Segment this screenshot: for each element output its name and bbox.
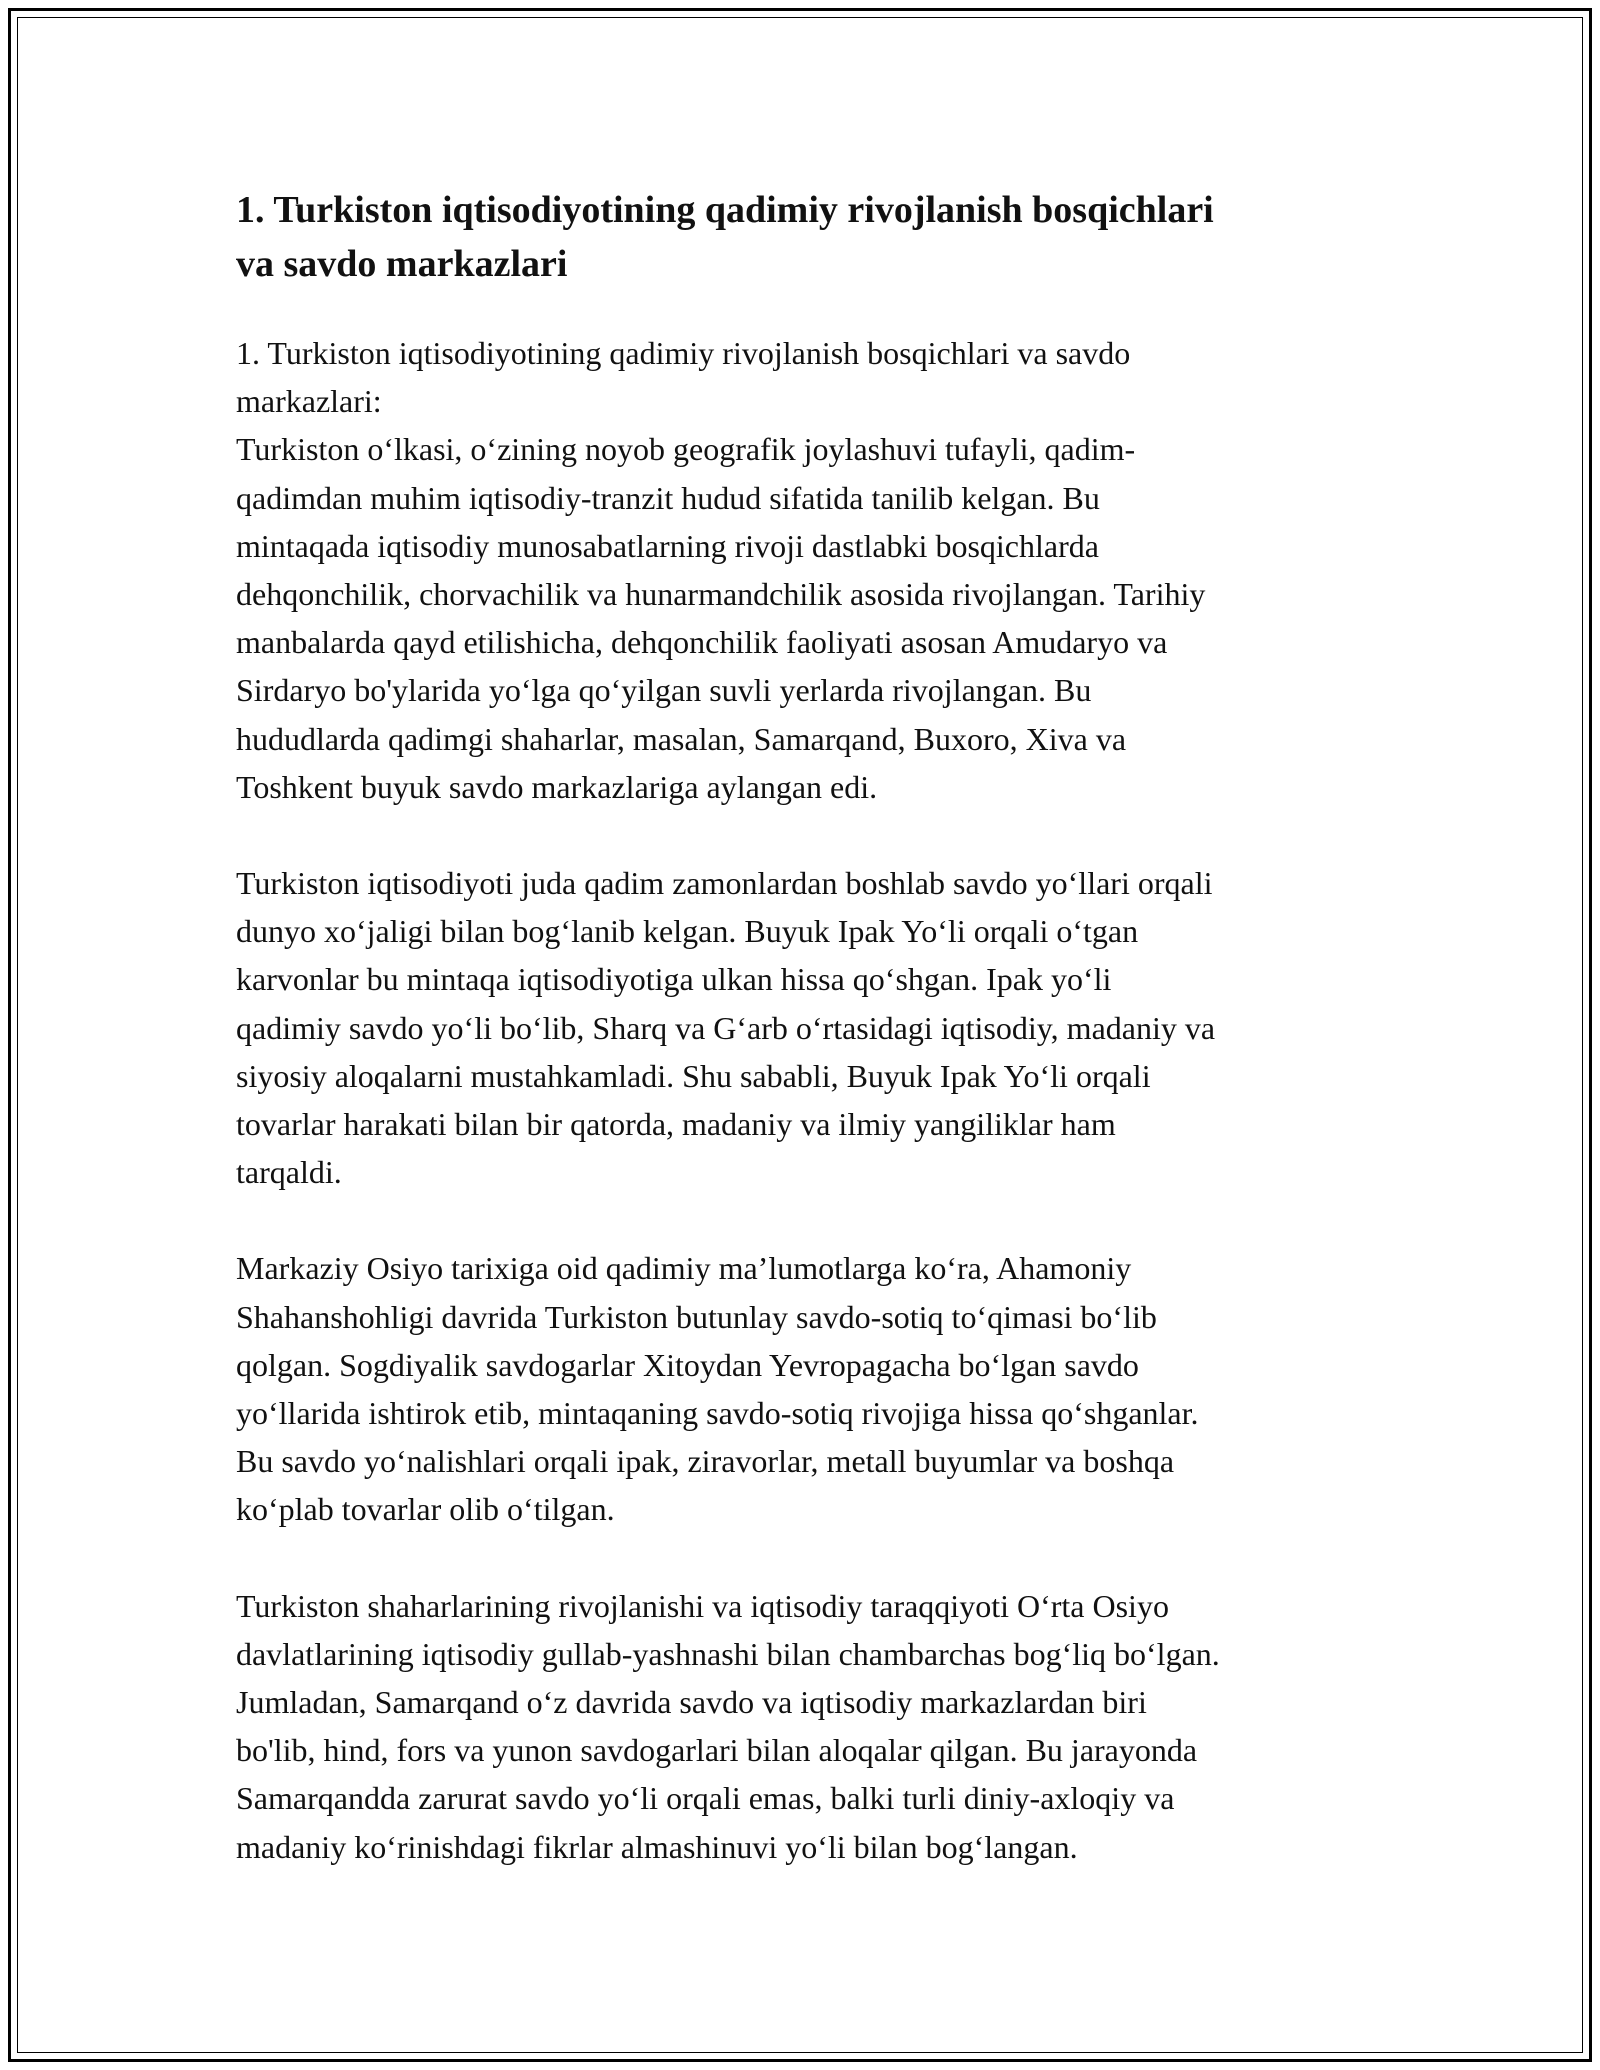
paragraph-cities	[236, 1582, 1366, 1871]
title-line: 1. Turkiston iqtisodiyotining qadimiy rivojlanish bosqichlari	[236, 189, 1214, 231]
text-line: Toshkent buyuk savdo markazlariga aylangan edi.	[236, 768, 878, 805]
text-line: dunyo xo‘jaligi bilan bog‘lanib kelgan. Buyuk Ipak Yo‘li orqali o‘tgan	[236, 913, 1139, 950]
text-line: tarqaldi.	[236, 1154, 342, 1191]
text-line: bo'lib, hind, fors va yunon savdogarlari bilan aloqalar qilgan. Bu jarayonda	[236, 1732, 1198, 1769]
text-line: manbalarda qayd etilishicha, dehqonchilik faoliyati asosan Amudaryo va	[236, 624, 1168, 661]
title-line: va savdo markazlari	[236, 243, 568, 285]
document-body	[236, 183, 1366, 1919]
text-line: 1. Turkiston iqtisodiyotining qadimiy rivojlanish bosqichlari va savdo	[236, 335, 1131, 371]
text-line: Turkiston iqtisodiyoti juda qadim zamonlardan boshlab savdo yo‘llari orqali	[236, 865, 1213, 902]
text-line: Markaziy Osiyo tarixiga oid qadimiy ma’lumotlarga ko‘ra, Ahamoniy	[236, 1250, 1132, 1287]
text-line: Samarqandda zarurat savdo yo‘li orqali emas, balki turli diniy-axloqiy va	[236, 1780, 1175, 1817]
text-line: Sirdaryo bo'ylarida yo‘lga qo‘yilgan suvli yerlarda rivojlangan. Bu	[236, 672, 1092, 709]
text-line: mintaqada iqtisodiy munosabatlarning rivoji dastlabki bosqichlarda	[236, 527, 1099, 564]
paragraph-silk-road	[236, 859, 1366, 1196]
text-line: hududlarda qadimgi shaharlar, masalan, Samarqand, Buxoro, Xiva va	[236, 720, 1127, 757]
text-line: karvonlar bu mintaqa iqtisodiyotiga ulkan hissa qo‘shgan. Ipak yo‘li	[236, 961, 1112, 998]
text-line: ko‘plab tovarlar olib o‘tilgan.	[236, 1491, 615, 1528]
text-line: madaniy ko‘rinishdagi fikrlar almashinuvi yo‘li bilan bog‘langan.	[236, 1828, 1078, 1865]
text-line: qolgan. Sogdiyalik savdogarlar Xitoydan Yevropagacha bo‘lgan savdo	[236, 1346, 1139, 1383]
text-line: tovarlar harakati bilan bir qatorda, madaniy va ilmiy yangiliklar ham	[236, 1106, 1116, 1143]
paragraph-intro	[236, 329, 1366, 811]
text-line: qadimiy savdo yo‘li bo‘lib, Sharq va G‘arb o‘rtasidagi iqtisodiy, madaniy va	[236, 1009, 1216, 1046]
text-line: yo‘llarida ishtirok etib, mintaqaning savdo-sotiq rivojiga hissa qo‘shganlar.	[236, 1395, 1199, 1432]
text-line: markazlari:	[236, 383, 382, 420]
text-line: Turkiston o‘lkasi, o‘zining noyob geografik joylashuvi tufayli, qadim-	[236, 431, 1136, 468]
text-line: dehqonchilik, chorvachilik va hunarmandchilik asosida rivojlangan. Tarihiy	[236, 576, 1206, 613]
text-line: davlatlarining iqtisodiy gullab-yashnashi bilan chambarchas bog‘liq bo‘lgan.	[236, 1635, 1220, 1672]
paragraph-achaemenid	[236, 1244, 1366, 1533]
text-line: Jumladan, Samarqand o‘z davrida savdo va iqtisodiy markazlardan biri	[236, 1684, 1147, 1721]
text-line: Bu savdo yo‘nalishlari orqali ipak, ziravorlar, metall buyumlar va boshqa	[236, 1443, 1175, 1480]
document-title	[236, 183, 1366, 291]
text-line: qadimdan muhim iqtisodiy-tranzit hudud sifatida tanilib kelgan. Bu	[236, 479, 1100, 516]
text-line: siyosiy aloqalarni mustahkamladi. Shu sababli, Buyuk Ipak Yo‘li orqali	[236, 1057, 1151, 1094]
text-line: Shahanshohligi davrida Turkiston butunlay savdo-sotiq to‘qimasi bo‘lib	[236, 1298, 1157, 1335]
text-line: Turkiston shaharlarining rivojlanishi va iqtisodiy taraqqiyoti O‘rta Osiyo	[236, 1587, 1169, 1624]
